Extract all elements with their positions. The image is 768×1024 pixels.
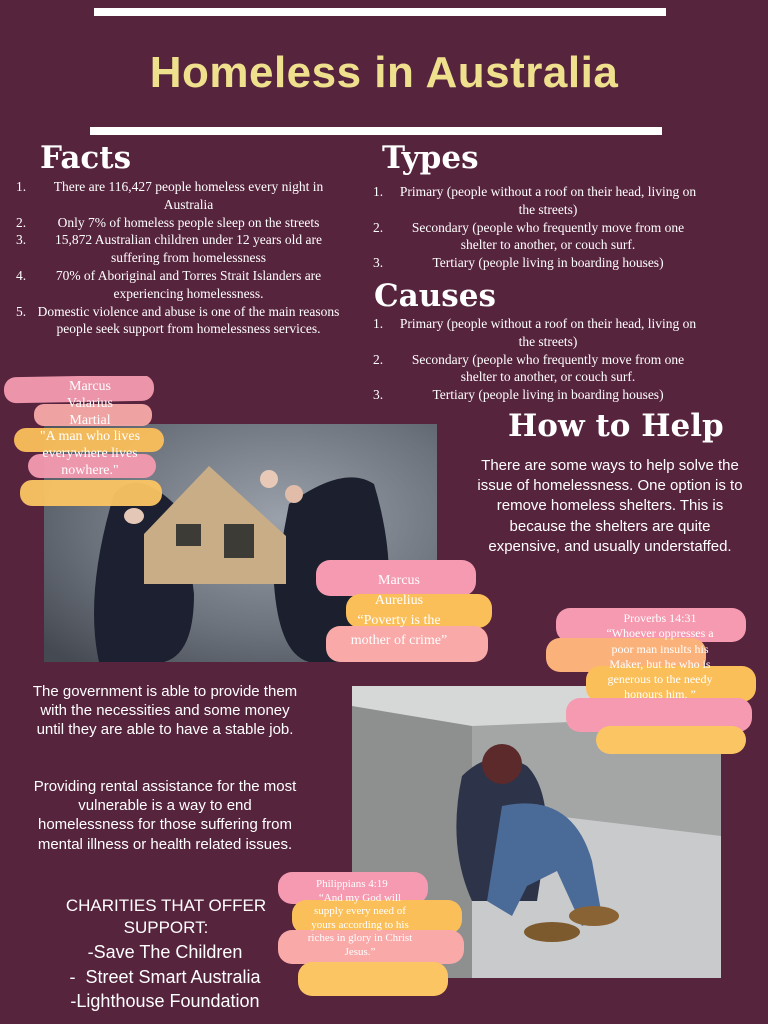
list-item: 3. Tertiary (people living in boarding houses) xyxy=(373,387,664,403)
rental-paragraph: Providing rental assistance for the most vulnerable is a way to end homelessness for those suffering from mental illness or health related issues. xyxy=(33,778,297,853)
list-item: 2. Secondary (people who frequently move from one shelter to another, or couch surf. xyxy=(373,219,685,253)
quote-proverbs: Proverbs 14:31 “Whoever oppresses a poor man insults his Maker, but he who is generous to the needy honours him. ” xyxy=(606,611,714,702)
charities-list xyxy=(30,940,300,1014)
help-intro: There are some ways to help solve the issue of homelessness. One option is to remove homeless shelters. This is because the shelters are quite expensive, and usually understaffed. xyxy=(477,457,743,555)
list-item: 2. Only 7% of homeless people sleep on the streets xyxy=(16,214,320,230)
causes-list xyxy=(373,315,703,404)
list-item: 3. 15,872 Australian children under 12 years old are suffering from homelessness xyxy=(16,232,322,266)
types-list xyxy=(373,183,703,272)
charities-heading: CHARITIES THAT OFFER SUPPORT: xyxy=(65,896,267,937)
causes-heading: Causes xyxy=(374,278,496,314)
list-item: 1. There are 116,427 people homeless every night in Australia xyxy=(16,179,324,212)
charity-item: -Lighthouse Foundation xyxy=(70,991,260,1011)
title-underline-rule xyxy=(90,127,662,135)
quote-aurelius: Marcus Aurelius “Poverty is the mother of crime” xyxy=(350,573,448,648)
government-paragraph: The government is able to provide them with the necessities and some money until they are able to have a stable job. xyxy=(32,683,298,739)
facts-list xyxy=(16,178,341,338)
list-item: 1. Primary (people without a roof on their head, living on the streets) xyxy=(373,184,697,217)
types-heading: Types xyxy=(382,140,479,176)
how-to-help-heading: How to Help xyxy=(508,408,724,444)
list-item: 3. Tertiary (people living in boarding houses) xyxy=(373,255,664,271)
list-item: 5. Domestic violence and abuse is one of the main reasons people seek support from homelessness services. xyxy=(16,303,340,337)
top-rule xyxy=(94,8,666,16)
quote-philippians: Philippians 4:19 “And my God will supply every need of yours according to his riches in glory in Christ Jesus.” xyxy=(307,878,413,958)
quote-martial: Marcus Valarius Martial "A man who lives everywhere lives nowhere." xyxy=(39,379,141,478)
list-item: 1. Primary (people without a roof on their head, living on the streets) xyxy=(373,316,697,349)
page-title: Homeless in Australia xyxy=(149,48,619,97)
list-item: 4. 70% of Aboriginal and Torres Strait Islanders are experiencing homelessness. xyxy=(16,267,322,301)
charity-item: -Save The Children xyxy=(87,942,243,962)
list-item: 2. Secondary (people who frequently move from one shelter to another, or couch surf. xyxy=(373,351,685,385)
charity-item: - Street Smart Australia xyxy=(69,966,261,987)
facts-heading: Facts xyxy=(40,140,132,176)
